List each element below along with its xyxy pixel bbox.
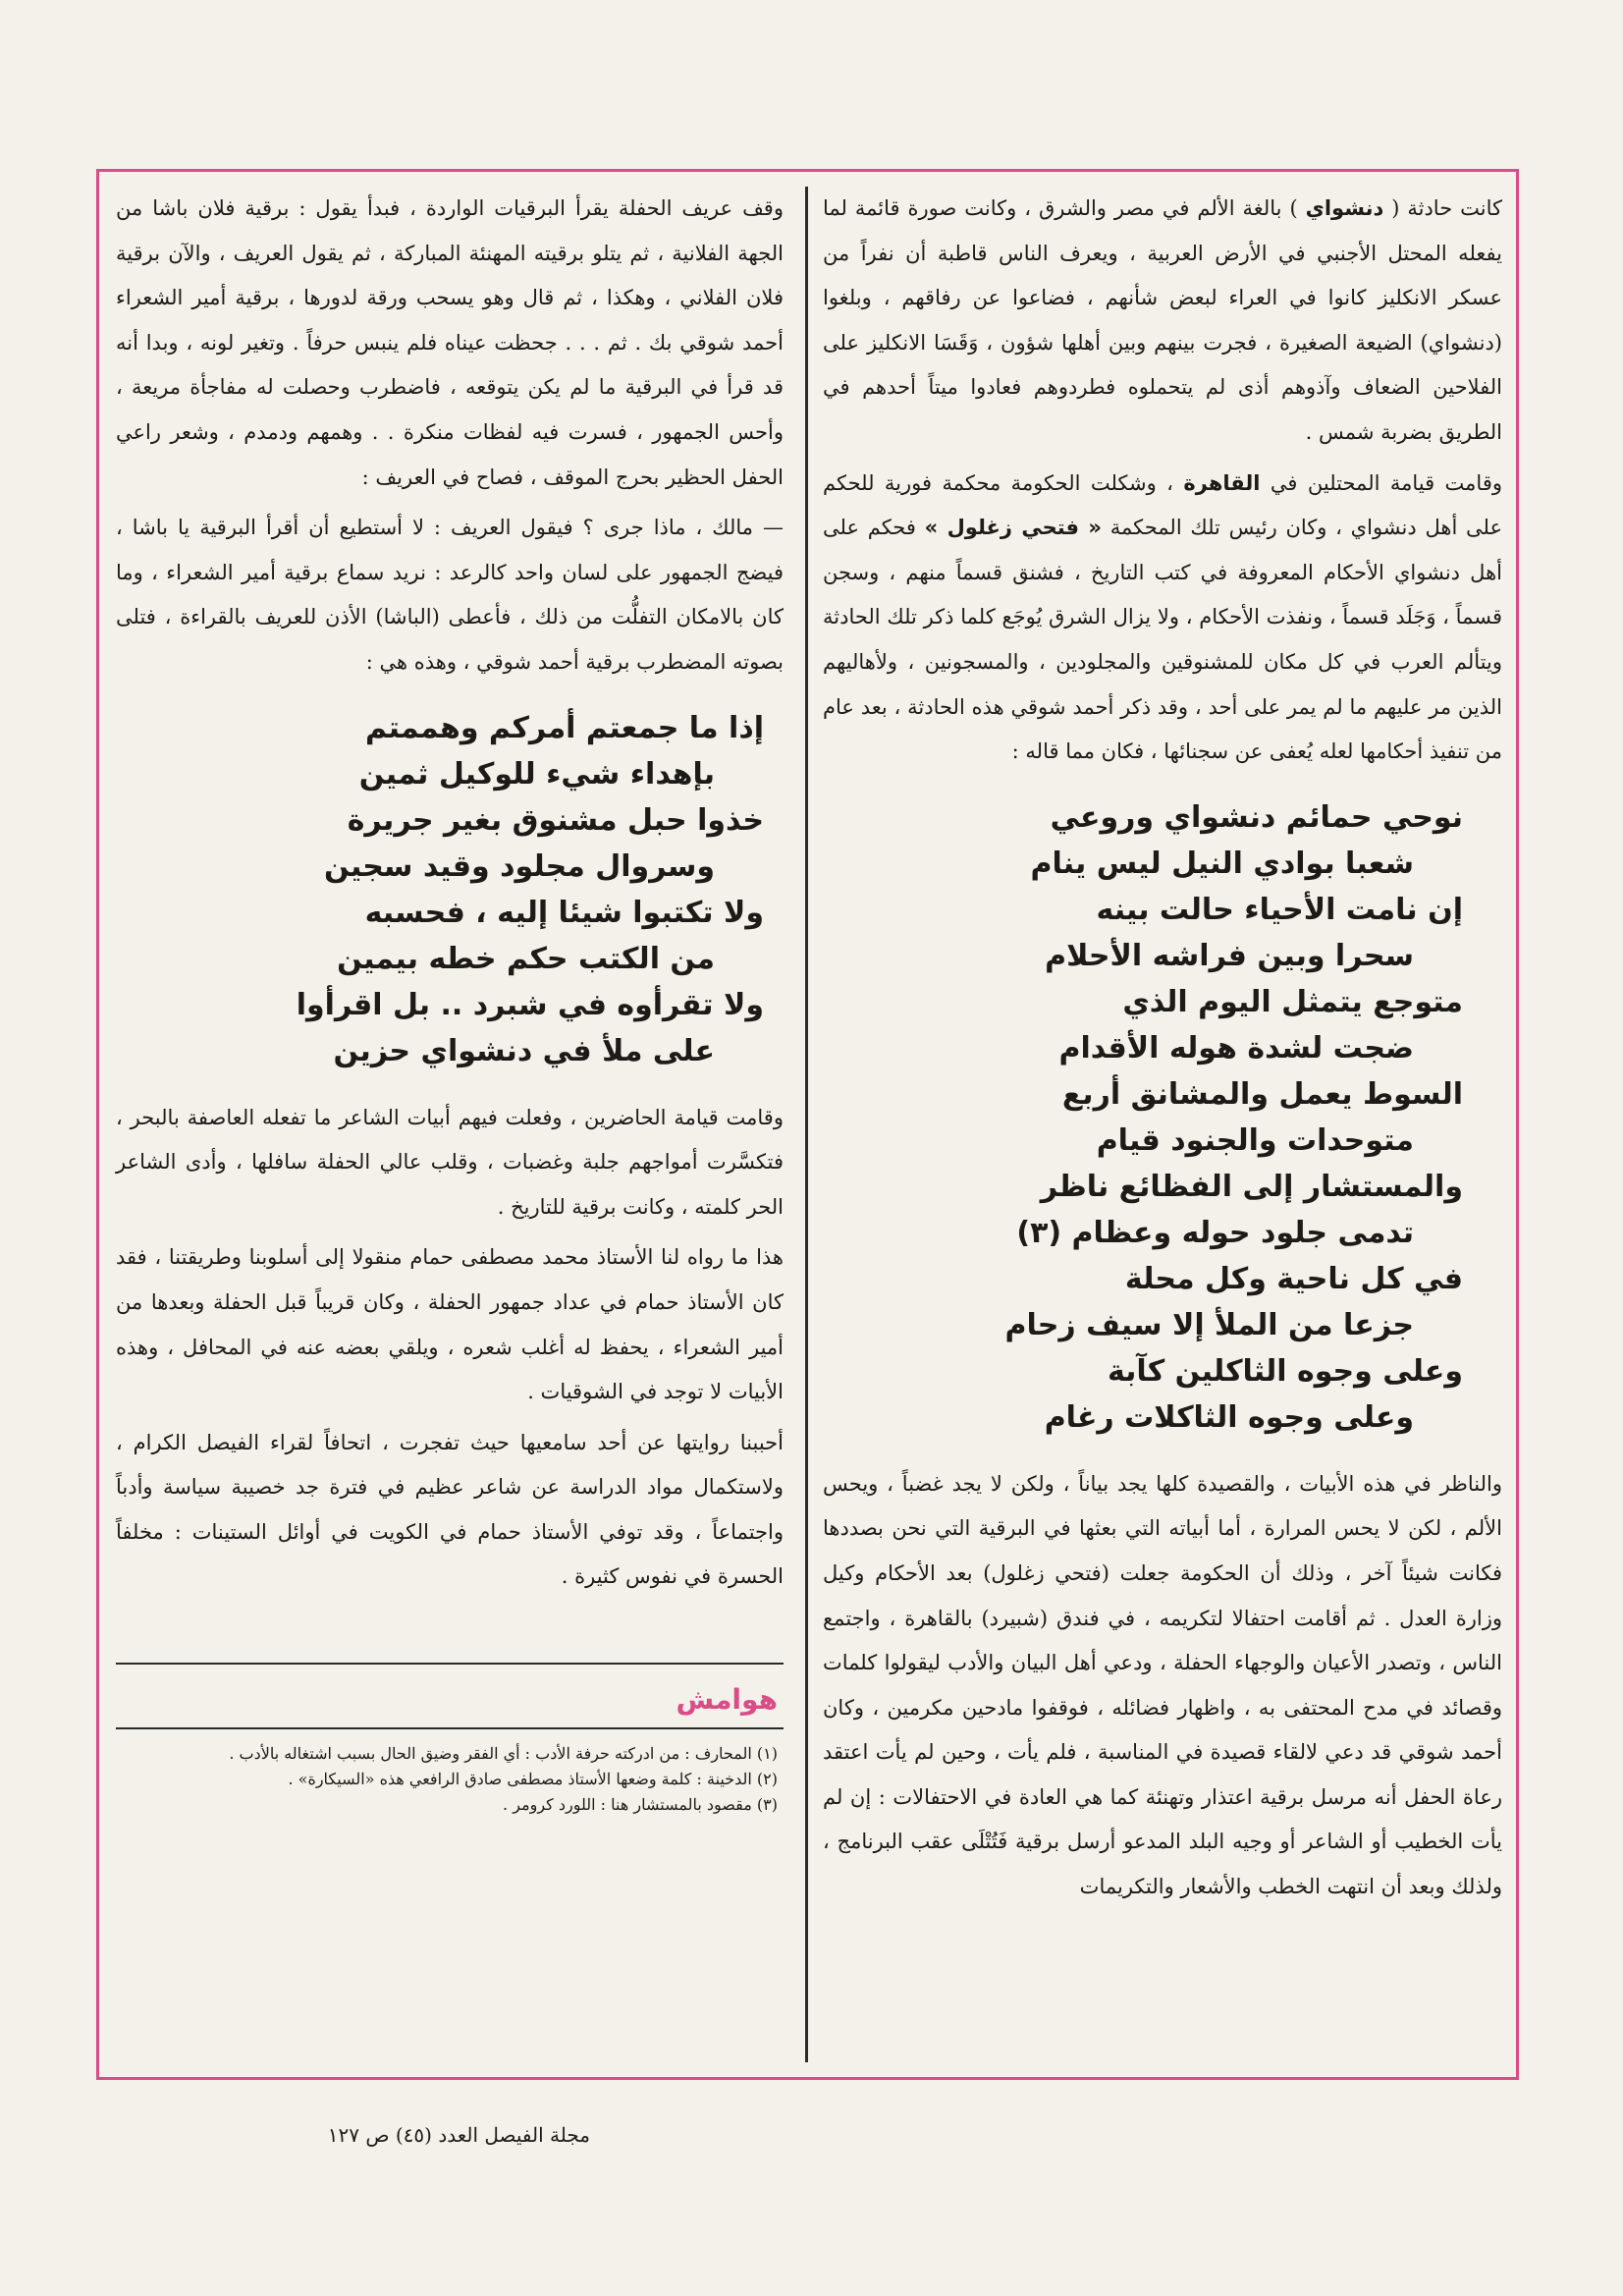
right-paragraph-2 [823,462,1502,775]
verse-line: السوط يعمل والمشانق أربع [1061,1076,1463,1112]
verse-line: ولا تقرأوه في شبرد .. بل اقرأوا [296,987,764,1022]
left-paragraph-5: أحببنا روايتها عن أحد سامعيها حيث تفجرت ، اتحافاً لقراء الفيصل الكرام ، ولاستكمال مواد الدراسة عن شاعر عظيم في فترة جد خصيبة سياسة وأدباً واجتماعاً ، وقد توفي الأستاذ حمام في الكويت في أوائل الستينات : مخلفاً الحسرة في نفوس كثيرة . [116,1430,784,1589]
verse-line: من الكتب حكم خطه بيمين [337,941,715,976]
verse-line: بإهداء شيء للوكيل ثمين [358,756,715,792]
footnote-1: (١) المحارف : من ادركته حرفة الأدب : أي الفقر وضيق الحال بسبب اشتغاله بالأدب . [229,1744,778,1764]
notes-separator [116,1663,784,1665]
text-run: ، وشكلت الحكومة محكمة فورية للحكم على أهل دنشواي ، وكان رئيس تلك المحكمة [823,470,1502,540]
left-paragraph-1: وقف عريف الحفلة يقرأ البرقيات الواردة ، فبدأ يقول : برقية فلان باشا من الجهة الفلانية ، ثم يتلو برقيته المهنئة المباركة ، ثم يقول العريف ، والآن برقية فلان الفلاني ، وهكذا ، ثم قال وهو يسحب ورقة لدورها ، برقية أمير الشعراء أحمد شوقي بك . ثم . . . جحظت عيناه فلم ينبس حرفاً . وتغير لونه ، وبدا أنه قد قرأ في البرقية ما لم يكن يتوقعه ، فاضطرب وحصلت له مفاجأة مريعة ، وأحس الجمهور ، فسرت فيه لفظات منكرة . . وهمهم ودمدم ، وشعر راعي الحفل الحظير بحرج الموقف ، فصاح في العريف : [116,196,784,489]
verse-line: نوحي حمائم دنشواي وروعي [1050,799,1463,835]
verse-line: والمستشار إلى الفظائع ناظر [1040,1169,1463,1204]
verse-line: شعبا بوادي النيل ليس ينام [1030,846,1414,881]
right-paragraph-3: والناظر في هذه الأبيات ، والقصيدة كلها يجد بياناً ، ولكن لا يجد غضباً ، ويحس الألم ، لكن لا يحس المرارة ، أما أبياته التي بعثها في البرقية التي نحن بصددها فكانت شيئاً آخر ، وذلك أن الحكومة جعلت (فتحي زغلول) بعد الأحكام وكيل وزارة العدل . ثم أقامت احتفالا لتكريمه ، في فندق (شبيرد) بالقاهرة ، واجتمع الناس ، وتصدر الأعيان والوجهاء الحفلة ، ودعي أهل البيان والأدب ليقولوا كلمات وقصائد في مدح المحتفى به ، واظهار فضائله ، فوقفوا مادحين مكرمين ، وكان أحمد شوقي قد دعي لالقاء قصيدة في المناسبة ، فلم يأت ، وحين لم يأت اعتقد رعاة الحفل أنه مرسل برقية اعتذار وتهنئة كما هي العادة في الاحتفالات : إن لم يأت الخطيب أو الشاعر أو وجيه البلد المدعو أرسل برقية فَتُتْلَى عقب البرنامج ، ولذلك وبعد أن انتهت الخطب والأشعار والتكريمات [823,1471,1502,1899]
dinshaway-poem [823,794,1502,1441]
column-divider [805,187,808,2062]
emphasized-term: دنشواي [1305,196,1384,220]
verse-line: ولا تكتبوا شيئا إليه ، فحسبه [364,895,764,930]
page-footer: مجلة الفيصل العدد (٤٥) ص ١٢٧ [327,2123,590,2147]
left-paragraph-3: وقامت قيامة الحاضرين ، وفعلت فيهم أبيات الشاعر ما تفعله العاصفة بالبحر ، فتكسَّرت أمواجهم جلبة وغضبات ، وقلب عالي الحفلة سافلها ، وأدى الشاعر الحر كلمته ، وكانت برقية للتاريخ . [116,1105,784,1219]
verse-line: وسروال مجلود وقيد سجين [324,848,715,884]
verse-line: وعلى وجوه الثاكلين كآبة [1107,1353,1463,1389]
left-paragraph-2: — مالك ، ماذا جرى ؟ فيقول العريف : لا أستطيع أن أقرأ البرقية يا باشا ، فيضج الجمهور على لسان واحد كالرعد : نريد سماع برقية أمير الشعراء ، وما كان بالامكان التفلُّت من ذلك ، فأعطى (الباشا) الأذن للعريف بالقراءة ، فتلى بصوته المضطرب برقية أحمد شوقي ، وهذه هي : [116,516,784,674]
left-column [116,187,784,1818]
verse-line: إذا ما جمعتم أمركم وهممتم [365,710,764,745]
verse-line: جزعا من الملأ إلا سيف زحام [1004,1307,1414,1342]
footnote-2: (٢) الدخينة : كلمة وضعها الأستاذ مصطفى صادق الرافعي هذه «السيكارة» . [288,1770,778,1789]
right-column [823,187,1502,1916]
notes-rule [116,1727,784,1729]
verse-line: متوحدات والجنود قيام [1096,1122,1414,1158]
verse-line: متوجع يتمثل اليوم الذي [1122,984,1463,1019]
verse-line: ضجت لشدة هوله الأقدام [1058,1030,1414,1066]
verse-line: خذوا حبل مشنوق بغير جريرة [347,802,764,838]
verse-line: سحرا وبين فراشه الأحلام [1045,938,1414,973]
footnote-3: (٣) مقصود بالمستشار هنا : اللورد كرومر . [503,1795,778,1815]
notes-heading: هوامش [676,1683,778,1717]
right-paragraph-1 [823,187,1502,456]
verse-line: وعلى وجوه الثاكلات رغام [1044,1399,1414,1435]
text-run: ) بالغة الألم في مصر والشرق ، وكانت صورة قائمة لما يفعله المحتل الأجنبي في الأرض العربية ، ويعرف الناس قاطبة أن نفراً من عسكر الانكليز كانوا في العراء لبعض شأنهم ، فضاعوا عن رفاقهم ، وبلغوا (دنشواي) الضيعة الصغيرة ، فجرت بينهم وبين أهلها شؤون ، وَقَسَا الانكليز على الفلاحين الضعاف وآذوهم أذى لم يتحملوه فطردوهم فعادوا ميتاً أحدهم في الطريق بضربة شمس . [823,196,1502,444]
telegram-poem [116,705,784,1074]
left-paragraph-4: هذا ما رواه لنا الأستاذ محمد مصطفى حمام منقولا إلى أسلوبنا وطريقتنا ، فقد كان الأستاذ حمام في عداد جمهور الحفلة ، وكان قريباً قبل الحفلة وبعدها من أمير الشعراء ، يحفظ له أغلب شعره ، ويلقي بعضه عنه في المحافل ، وهذه الأبيات لا توجد في الشوقيات . [116,1245,784,1404]
verse-line: إن نامت الأحياء حالت بينه [1096,892,1463,927]
emphasized-term: « فتحي زغلول » [924,516,1102,540]
verse-line: على ملأ في دنشواي حزين [333,1033,715,1068]
text-run: كانت حادثة ( [1383,196,1502,220]
verse-line: تدمى جلود حوله وعظام (٣) [1016,1215,1414,1250]
text-run: وقامت قيامة المحتلين في [1260,470,1503,495]
emphasized-term: القاهرة [1183,470,1261,495]
verse-line: في كل ناحية وكل محلة [1124,1261,1463,1296]
text-run: فحكم على أهل دنشواي الأحكام المعروفة في كتب التاريخ ، فشنق قسماً منهم ، وسجن قسماً ، وَجَلَد قسماً ، ونفذت الأحكام ، ولا يزال الشرق يُوجَع كلما ذكر تلك الحادثة ويتألم العرب في كل مكان للمشنوقين والمجلودين ، والمسجونين ، ولأهاليهم الذين مر عليهم ما لم يمر على أحد ، وقد ذكر أحمد شوقي هذه الحادثة ، بعد عام من تنفيذ أحكامها لعله يُعفى عن سجنائها ، فكان مما قاله : [823,516,1502,764]
